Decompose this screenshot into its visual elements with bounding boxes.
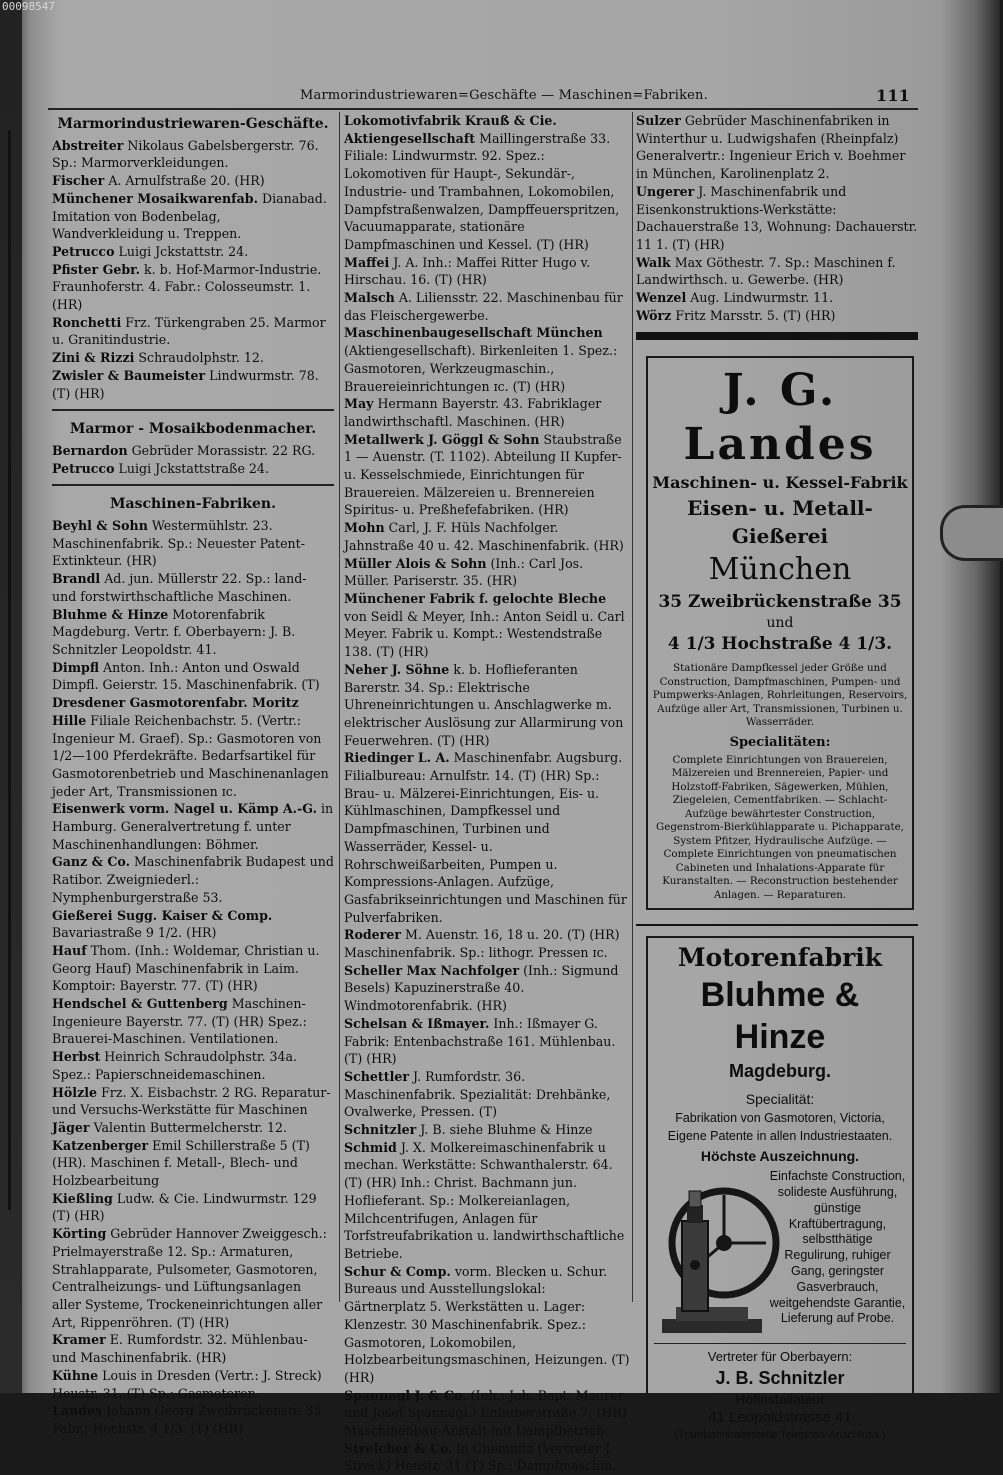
directory-entry — [344, 431, 630, 520]
ad-city: München — [708, 552, 852, 588]
directory-entry — [344, 590, 630, 661]
directory-entry — [52, 442, 334, 460]
directory-entry — [344, 1139, 630, 1263]
entry-name: Kühne — [52, 1367, 99, 1383]
directory-entry — [344, 661, 630, 750]
entries-middle — [344, 112, 630, 1475]
section-marmorwaren — [52, 137, 334, 403]
directory-entry — [344, 555, 630, 590]
entry-text: Gebrüder Morassistr. 22 RG. — [131, 442, 316, 458]
directory-entry — [52, 907, 334, 942]
entry-text: (Inh.: Joh. Bapt. Maurer und Josef Spannagl.) Enhuberstraße 7. (HR) Maschinenbau-Anstalt mit Dampfbetrieb. — [344, 1387, 627, 1439]
directory-entry — [52, 137, 334, 172]
directory-entry — [52, 570, 334, 605]
entry-name: Katzenberger — [52, 1137, 149, 1153]
directory-entry — [52, 243, 334, 261]
entry-name: Petrucco — [52, 460, 115, 476]
directory-entry — [344, 1263, 630, 1387]
entry-text: vorm. Blecken u. Schur. Bureaus und Ausstellungslokal: Gärtnerplatz 5. Werkstätten u. Lager: Klenzestr. 30 Maschinenfabrik. Spez.: Gasmotoren, Lokomobilen, Holzbearbeitungsmaschinen, Heizungen. (T) (HR) — [344, 1263, 630, 1385]
directory-entry — [52, 1137, 334, 1190]
entry-name: Roderer — [344, 927, 401, 943]
entry-text: k. b. Hof-Marmor-Industrie. Fraunhoferstr. 4. Fabr.: Colosseumstr. 1. (HR) — [52, 261, 322, 313]
entry-text: in Hamburg. Generalvertretung f. unter Maschinenhandlungen: Böhmer. — [52, 801, 334, 852]
ad-features: Einfachste Construction, solideste Ausführung, günstige Kraftübertragung, selbstthätige Regulirung, ruhiger Gang, geringster Gasverbrauch, weitgehendste Garantie, Lieferung auf Probe. — [769, 1169, 906, 1326]
thumb-index-tab — [940, 505, 1003, 561]
entry-name: Dimpfl — [52, 659, 99, 675]
scan-id: 00098547 — [2, 0, 55, 13]
directory-entry — [636, 289, 918, 307]
ad-line: Eigene Patente in allen Industriestaaten. — [667, 1129, 893, 1144]
entry-name: Maffei — [344, 254, 390, 270]
entry-text: Max Göthestr. 7. Sp.: Maschinen f. Landwirthsch. u. Gewerbe. (HR) — [636, 254, 896, 288]
entry-text: Maschinenfabrik Budapest und Ratibor. Zweigniederl.: Nymphenburgerstraße 53. — [52, 854, 334, 905]
column-middle — [344, 112, 630, 1475]
entry-text: Lindwurmstr. 78. (T) (HR) — [52, 367, 319, 401]
ad-representative-note: (Trambahnhaltestelle Telephon-Anschluss.) — [674, 1429, 886, 1442]
column-divider — [339, 112, 340, 1302]
column-left — [52, 112, 334, 1438]
ad-title: Motorenfabrik — [677, 943, 883, 973]
entry-name: Herbst — [52, 1049, 101, 1065]
entry-name: Sulzer — [636, 113, 681, 128]
entry-name: Spannagl J. & Co. — [344, 1387, 467, 1403]
ad-und: und — [766, 615, 794, 632]
entry-text: von Seidl & Meyer, Inh.: Anton Seidl u. Carl Meyer. Fabrik u. Kompt.: Westendstraße 138. (T) (HR) — [344, 608, 625, 660]
directory-entry — [636, 254, 918, 289]
entry-name: Bernardon — [52, 442, 128, 458]
entry-text: Thom. (Inh.: Woldemar, Christian u. Georg Hauf) Maschinenfabrik in Laim. Komptoir: Bayerstr. 77. (T) (HR) — [52, 942, 320, 994]
entry-text: Motorenfabrik Magdeburg. Vertr. f. Oberbayern: J. B. Schnitzler Leopoldstr. 41. — [52, 606, 296, 657]
entry-name: Beyhl & Sohn — [52, 518, 148, 534]
entry-text: M. Auenstr. 16, 18 u. 20. (T) (HR) Maschinenfabrik. Sp.: lithogr. Pressen ɪc. — [344, 927, 620, 961]
entry-text: k. b. Hoflieferanten Barerstr. 34. Sp.: Elektrische Uhreneinrichtungen u. Anschlagwerke m. elektrischer Auslösung zur Allarmirung von Feuerwehren. (T) (HR) — [344, 661, 624, 748]
directory-entry — [344, 1387, 630, 1440]
directory-entry — [344, 519, 630, 554]
directory-entry — [52, 1084, 334, 1119]
ad-top-bar — [636, 332, 918, 340]
directory-entry — [52, 1119, 334, 1137]
entry-name: Neher J. Söhne — [344, 661, 450, 677]
entry-name: Petrucco — [52, 243, 115, 259]
entry-text: Dianabad. Imitation von Bodenbelag, Wandverkleidung u. Treppen. — [52, 190, 327, 242]
ad-machine-row — [654, 1169, 906, 1337]
entry-name: Bluhme & Hinze — [52, 606, 169, 622]
entry-name: Körting — [52, 1226, 107, 1242]
entry-name: Schmid — [344, 1139, 397, 1155]
entry-name: Scheller Max Nachfolger — [344, 962, 520, 978]
entry-text: Luigi Jckstattstraße 24. — [118, 460, 269, 476]
column-right — [636, 112, 918, 1451]
ad-line: Maschinen- u. Kessel-Fabrik — [652, 473, 908, 493]
entry-name: Münchener Fabrik f. gelochte Bleche — [344, 590, 607, 606]
directory-entry — [52, 190, 334, 243]
section-maschinen — [52, 517, 334, 1438]
section-heading: Marmorindustriewaren-Geschäfte. — [57, 116, 329, 132]
directory-entry — [52, 659, 334, 694]
header-rule — [48, 108, 918, 110]
entry-text: Johann Georg Zweibrückenstr. 35. Fabr.: Hochstr. 4 1/3. (T) (HR) — [52, 1403, 326, 1436]
entry-text: Ludw. & Cie. Lindwurmstr. 129 (T) (HR) — [52, 1190, 317, 1224]
entry-text: Emil Schillerstraße 5 (T) (HR). Maschinen f. Metall-, Blech- und Holzbearbeitung — [52, 1137, 310, 1189]
entry-name: Zwisler & Baumeister — [52, 367, 206, 383]
ad-divider — [636, 924, 918, 926]
entry-text: Maschinen-Ingenieure Bayerstr. 77. (T) (HR) Spez.: Brauerei-Maschinen. Ventilationen. — [52, 996, 307, 1047]
entry-text: Bavariastraße 9 1/2. (HR) — [52, 925, 217, 941]
advertisement-bluhme-hinze — [646, 936, 914, 1451]
directory-entry — [52, 1402, 334, 1437]
entry-text: Anton. Inh.: Anton und Oswald Dimpfl. Geierstr. 15. Maschinenfabrik. (T) — [52, 659, 320, 693]
directory-entry — [344, 1015, 630, 1068]
directory-entry — [344, 962, 630, 1015]
entry-name: Hendschel & Guttenberg — [52, 996, 228, 1012]
entry-text: Nikolaus Gabelsbergerstr. 76. Sp.: Marmorverkleidungen. — [52, 137, 319, 171]
entry-name: Ganz & Co. — [52, 854, 130, 870]
entry-text: Maschinenfabr. Augsburg. Filialbureau: Arnulfstr. 14. (T) (HR) Sp.: Brau- u. Mälzerei-Einrichtungen, Eis- u. Kühlmaschinen, Dampfkessel und Dampfmaschinen, Turbinen und Wasserräder, Kessel- u. Rohrschweißarbeiten, Pumpen u. Kompressions-Anlagen. Aufzüge, Gasfabrikseinrichtungen und Maschinen für Pulverfabriken. — [344, 750, 627, 925]
directory-entry — [52, 1048, 334, 1083]
entry-text: (Inh.: Sigmund Besels) Kapuzinerstraße 40. Windmotorenfabrik. (HR) — [344, 962, 619, 1014]
directory-entry — [344, 1068, 630, 1121]
entry-name: Schur & Comp. — [344, 1263, 451, 1279]
ad-award: Höchste Auszeichnung. — [700, 1148, 860, 1165]
entry-name: Ronchetti — [52, 314, 122, 330]
entry-name: Schettler — [344, 1068, 409, 1084]
ad-spec-heading: Specialität: — [745, 1091, 815, 1108]
entry-name: Kramer — [52, 1332, 106, 1348]
directory-entry — [344, 289, 630, 324]
directory-entry — [344, 112, 630, 254]
directory-entry — [636, 183, 918, 254]
entry-name: Müller Alois & Sohn — [344, 555, 487, 571]
entry-text: Gebrüder Hannover Zweiggesch.: Prielmayerstraße 12. Sp.: Armaturen, Strahlapparate, Pulsometer, Gasmotoren, Centralheizungs- und Lüftungsanlagen aller Systeme, Trockeneinrichtungen aller Art, Rippenröhren. (T) (HR) — [52, 1226, 327, 1330]
directory-entry — [52, 460, 334, 478]
directory-entry — [344, 324, 630, 395]
entry-text: J. X. Molkereimaschinenfabrik u mechan. Werkstätte: Schwanthalerstr. 64. (T) (HR) Inh.: Christ. Bachmann jun. Hoflieferant. Sp.: Molkereianlagen, Milchcentrifugen, Anlagen für Torfstreufabrikation u. landwirthschaftliche Betriebe. — [344, 1139, 625, 1261]
entry-name: Streicher & Co. — [344, 1440, 453, 1456]
entry-text: Schraudolphstr. 12. — [138, 350, 264, 366]
entry-text: Westermühlstr. 23. Maschinenfabrik. Sp.: Neuester Patent-Extinkteur. (HR) — [52, 518, 305, 569]
section-mosaik — [52, 442, 334, 477]
entry-name: Zini & Rizzi — [52, 350, 135, 366]
entry-name: Eisenwerk vorm. Nagel u. Kämp A.-G. — [52, 801, 317, 817]
directory-entry — [52, 367, 334, 402]
entry-text: J. B. siehe Bluhme & Hinze — [420, 1122, 593, 1138]
directory-entry — [344, 1440, 630, 1475]
ad-line: Fabrikation von Gasmotoren, Victoria, — [675, 1111, 885, 1126]
ad-spec-heading: Specialitäten: — [729, 734, 831, 750]
entry-text: A. Arnulfstraße 20. (HR) — [108, 173, 265, 189]
entry-name: Lokomotivfabrik Krauß & Cie. Aktiengesellschaft — [344, 113, 557, 146]
entry-name: Münchener Mosaikwarenfab. — [52, 190, 258, 206]
directory-entry — [344, 749, 630, 926]
entry-text: Aug. Lindwurmstr. 11. — [690, 290, 834, 306]
entry-text: in Chemnitz (Vertreter J. Streck) Heustr. 31 (T) Sp.: Dampfmaschin. — [344, 1440, 617, 1474]
entry-text: Staubstraße 1 — Auenstr. (T. 1102). Abteilung II Kupfer- u. Kesselschmiede, Einrichtungen für Brauereien. Mälzereien u. Brennereien Spiritus- u. Preßhefefabriken. (HR) — [344, 431, 622, 518]
entry-text: Maillingerstraße 33. Filiale: Lindwurmstr. 92. Spez.: Lokomotiven für Haupt-, Sekundär-, Industrie- und Trambahnen, Lokomobilen, Dampfstraßenwalzen, Dampffeuerspritzen, Vacuumapparate, stationäre Dampfmaschinen und Kessel. (T) (HR) — [344, 130, 620, 252]
ad-address: 35 Zweibrückenstraße 35 — [658, 592, 902, 613]
directory-entry — [52, 349, 334, 367]
ad-representative-address: 41 Leopoldstrasse 41 — [708, 1409, 852, 1427]
entry-name: Brandl — [52, 571, 101, 587]
entry-text: Carl, J. F. Hüls Nachfolger. Jahnstraße 40 u. 42. Maschinenfabrik. (HR) — [344, 520, 624, 553]
entry-name: Hölzle — [52, 1084, 98, 1100]
ad-representative-title: Hofinstallateur — [735, 1391, 825, 1408]
entry-name: Mohn — [344, 520, 385, 536]
entry-text: Louis in Dresden (Vertr.: J. Streck) Heustr. 31. (T) Sp.: Gasmotoren. — [52, 1367, 322, 1401]
directory-entry — [52, 517, 334, 570]
directory-entry — [636, 112, 918, 183]
entry-text: Luigi Jckstattstr. 24. — [118, 243, 249, 259]
entry-name: Hauf — [52, 942, 87, 958]
entry-name: Metallwerk J. Göggl & Sohn — [344, 431, 540, 447]
entry-name: Kießling — [52, 1190, 113, 1206]
entry-name: Wenzel — [636, 290, 687, 306]
entry-name: Gießerei Sugg. Kaiser & Comp. — [52, 907, 273, 923]
entry-name: Jäger — [52, 1119, 90, 1135]
directory-entry — [344, 1121, 630, 1139]
ad-description: Stationäre Dampfkessel jeder Größe und Construction, Dampfmaschinen, Pumpen- und Pumpwerks-Anlagen, Rohrleitungen, Reservoirs, Aufzüge aller Art, Transmissionen, Turbinen u. Wasserräder. — [652, 662, 908, 729]
column-divider — [632, 112, 633, 1302]
directory-entry — [636, 307, 918, 325]
entry-name: Ungerer — [636, 183, 695, 199]
section-divider — [52, 409, 334, 411]
directory-entry — [344, 254, 630, 289]
entry-text: A. Liliensstr. 22. Maschinenbau für das Fleischergewerbe. — [344, 290, 623, 323]
left-page-edge — [0, 0, 22, 1393]
page-number: 111 — [876, 86, 910, 105]
ad-representative-name: J. B. Schnitzler — [715, 1368, 845, 1389]
directory-entry — [52, 1190, 334, 1225]
entry-text: Gebrüder Maschinenfabriken in Winterthur u. Ludwigshafen (Rheinpfalz) Generalvertr.: Ingenieur Erich v. Boehmer in München, Karolinenplatz 2. — [636, 113, 906, 182]
entry-name: Fischer — [52, 173, 105, 189]
entry-text: Heinrich Schraudolphstr. 34a. Spez.: Papierschneidemaschinen. — [52, 1049, 298, 1082]
entry-text: (Aktiengesellschaft). Birkenleiten 1. Spez.: Gasmotoren, Werkzeugmaschin., Brauereieinrichtungen ɪc. (T) (HR) — [344, 343, 618, 394]
directory-entry — [52, 942, 334, 995]
page-header — [300, 88, 910, 103]
running-head: Marmorindustriewaren=Geschäfte — Maschinen=Fabriken. — [300, 88, 708, 103]
entry-name: Maschinenbaugesellschaft München — [344, 325, 603, 341]
ad-address: 4 1/3 Hochstraße 4 1/3. — [667, 634, 893, 655]
entry-name: Pfister Gebr. — [52, 261, 141, 277]
section-divider — [52, 484, 334, 486]
section-heading: Marmor - Mosaikbodenmacher. — [69, 421, 317, 438]
directory-entry — [52, 314, 334, 349]
entry-name: Riedinger L. A. — [344, 750, 450, 766]
directory-entry — [52, 606, 334, 659]
entry-name: Schnitzler — [344, 1122, 417, 1138]
directory-entry — [52, 800, 334, 853]
directory-entry — [52, 995, 334, 1048]
entry-text: J. Rumfordstr. 36. Maschinenfabrik. Spezialität: Drehbänke, Ovalwerke, Pressen. (T) — [344, 1068, 611, 1120]
ad-representative-label: Vertreter für Oberbayern: — [707, 1349, 853, 1365]
ad-city: Magdeburg. — [729, 1061, 831, 1082]
entry-text: (Inh.: Carl Jos. Müller. Pariserstr. 35. (HR) — [344, 555, 584, 589]
ad-line: Eisen- u. Metall-Gießerei — [687, 496, 873, 549]
entry-text: Ad. jun. Müllerstr 22. Sp.: land- und forstwirthschaftliche Maschinen. — [52, 571, 307, 604]
entry-name: Abstreiter — [52, 137, 124, 153]
entry-name: Walk — [636, 254, 671, 270]
entry-text: Filiale Reichenbachstr. 5. (Vertr.: Ingenieur M. Graef). Sp.: Gasmotoren von 1/2—100 Pferdekräfte. Bedarfsartikel für Gasmotorenbetrieb und Maschinenanlagen jeder Art, Transmissionen ɪc. — [52, 712, 329, 799]
entry-name: Landes — [52, 1403, 103, 1419]
spine-shadow — [8, 130, 11, 1210]
directory-entry — [52, 1225, 334, 1331]
directory-entry — [52, 1367, 334, 1402]
entry-text: J. Maschinenfabrik und Eisenkonstruktions-Werkstätte: Dachauerstraße 13, Wohnung: Dachauerstr. 11 1. (T) (HR) — [636, 183, 918, 252]
entry-text: Hermann Bayerstr. 43. Fabriklager landwirthschaftl. Maschinen. (HR) — [344, 396, 602, 429]
entry-text: J. A. Inh.: Maffei Ritter Hugo v. Hirschau. 16. (T) (HR) — [344, 254, 591, 288]
entry-text: Valentin Buttermelcherstr. 12. — [93, 1119, 288, 1135]
directory-entry — [52, 172, 334, 190]
directory-entry — [52, 694, 334, 800]
entry-text: Fritz Marsstr. 5. (T) (HR) — [675, 307, 836, 323]
directory-entry — [52, 1331, 334, 1366]
entry-text: E. Rumfordstr. 32. Mühlenbau- und Maschinenfabrik. (HR) — [52, 1332, 308, 1366]
entry-name: May — [344, 396, 374, 412]
entry-name: Dresdener Gasmotorenfabr. Moritz Hille — [52, 695, 299, 728]
ad-company-name: Bluhme & Hinze — [700, 976, 860, 1057]
directory-entry — [344, 926, 630, 961]
gas-engine-illustration — [654, 1169, 769, 1337]
entry-name: Wörz — [636, 307, 672, 323]
entry-text: Inh.: Ißmayer G. Fabrik: Entenbachstraße 161. Mühlenbau. (T) (HR) — [344, 1015, 616, 1067]
entry-text: Frz. X. Eisbachstr. 2 RG. Reparatur- und Versuchs-Werkstätte für Maschinen — [52, 1084, 331, 1118]
ad-company-name: J. G. Landes — [683, 365, 877, 471]
advertisement-landes — [646, 356, 914, 910]
directory-entry — [344, 395, 630, 430]
directory-entry — [52, 261, 334, 314]
entry-text: Frz. Türkengraben 25. Marmor u. Granitindustrie. — [52, 314, 326, 348]
ad-specialties: Complete Einrichtungen von Brauereien, Mälzereien und Brennereien, Papier- und Holzstoff-Fabriken, Sägewerken, Mühlen, Ziegeleien, Cementfabriken. — Schlacht-Aufzüge bewährtester Construction, Gegenstrom-Bierkühlapparate u. Pichapparate, System Pfitzer, Hydraulische Aufzüge. — Complete Einrichtungen von pneumatischen Cabineten und Inhalations-Apparate für Kuranstalten. — Reconstruction bestehender Anlagen. — Reparaturen. — [656, 753, 904, 901]
ad-rule — [654, 1343, 906, 1344]
entry-name: Malsch — [344, 290, 395, 306]
entries-right — [636, 112, 918, 324]
section-heading: Maschinen-Fabriken. — [110, 496, 276, 513]
directory-entry — [52, 853, 334, 906]
entry-name: Schelsan & Ißmayer. — [344, 1015, 490, 1031]
